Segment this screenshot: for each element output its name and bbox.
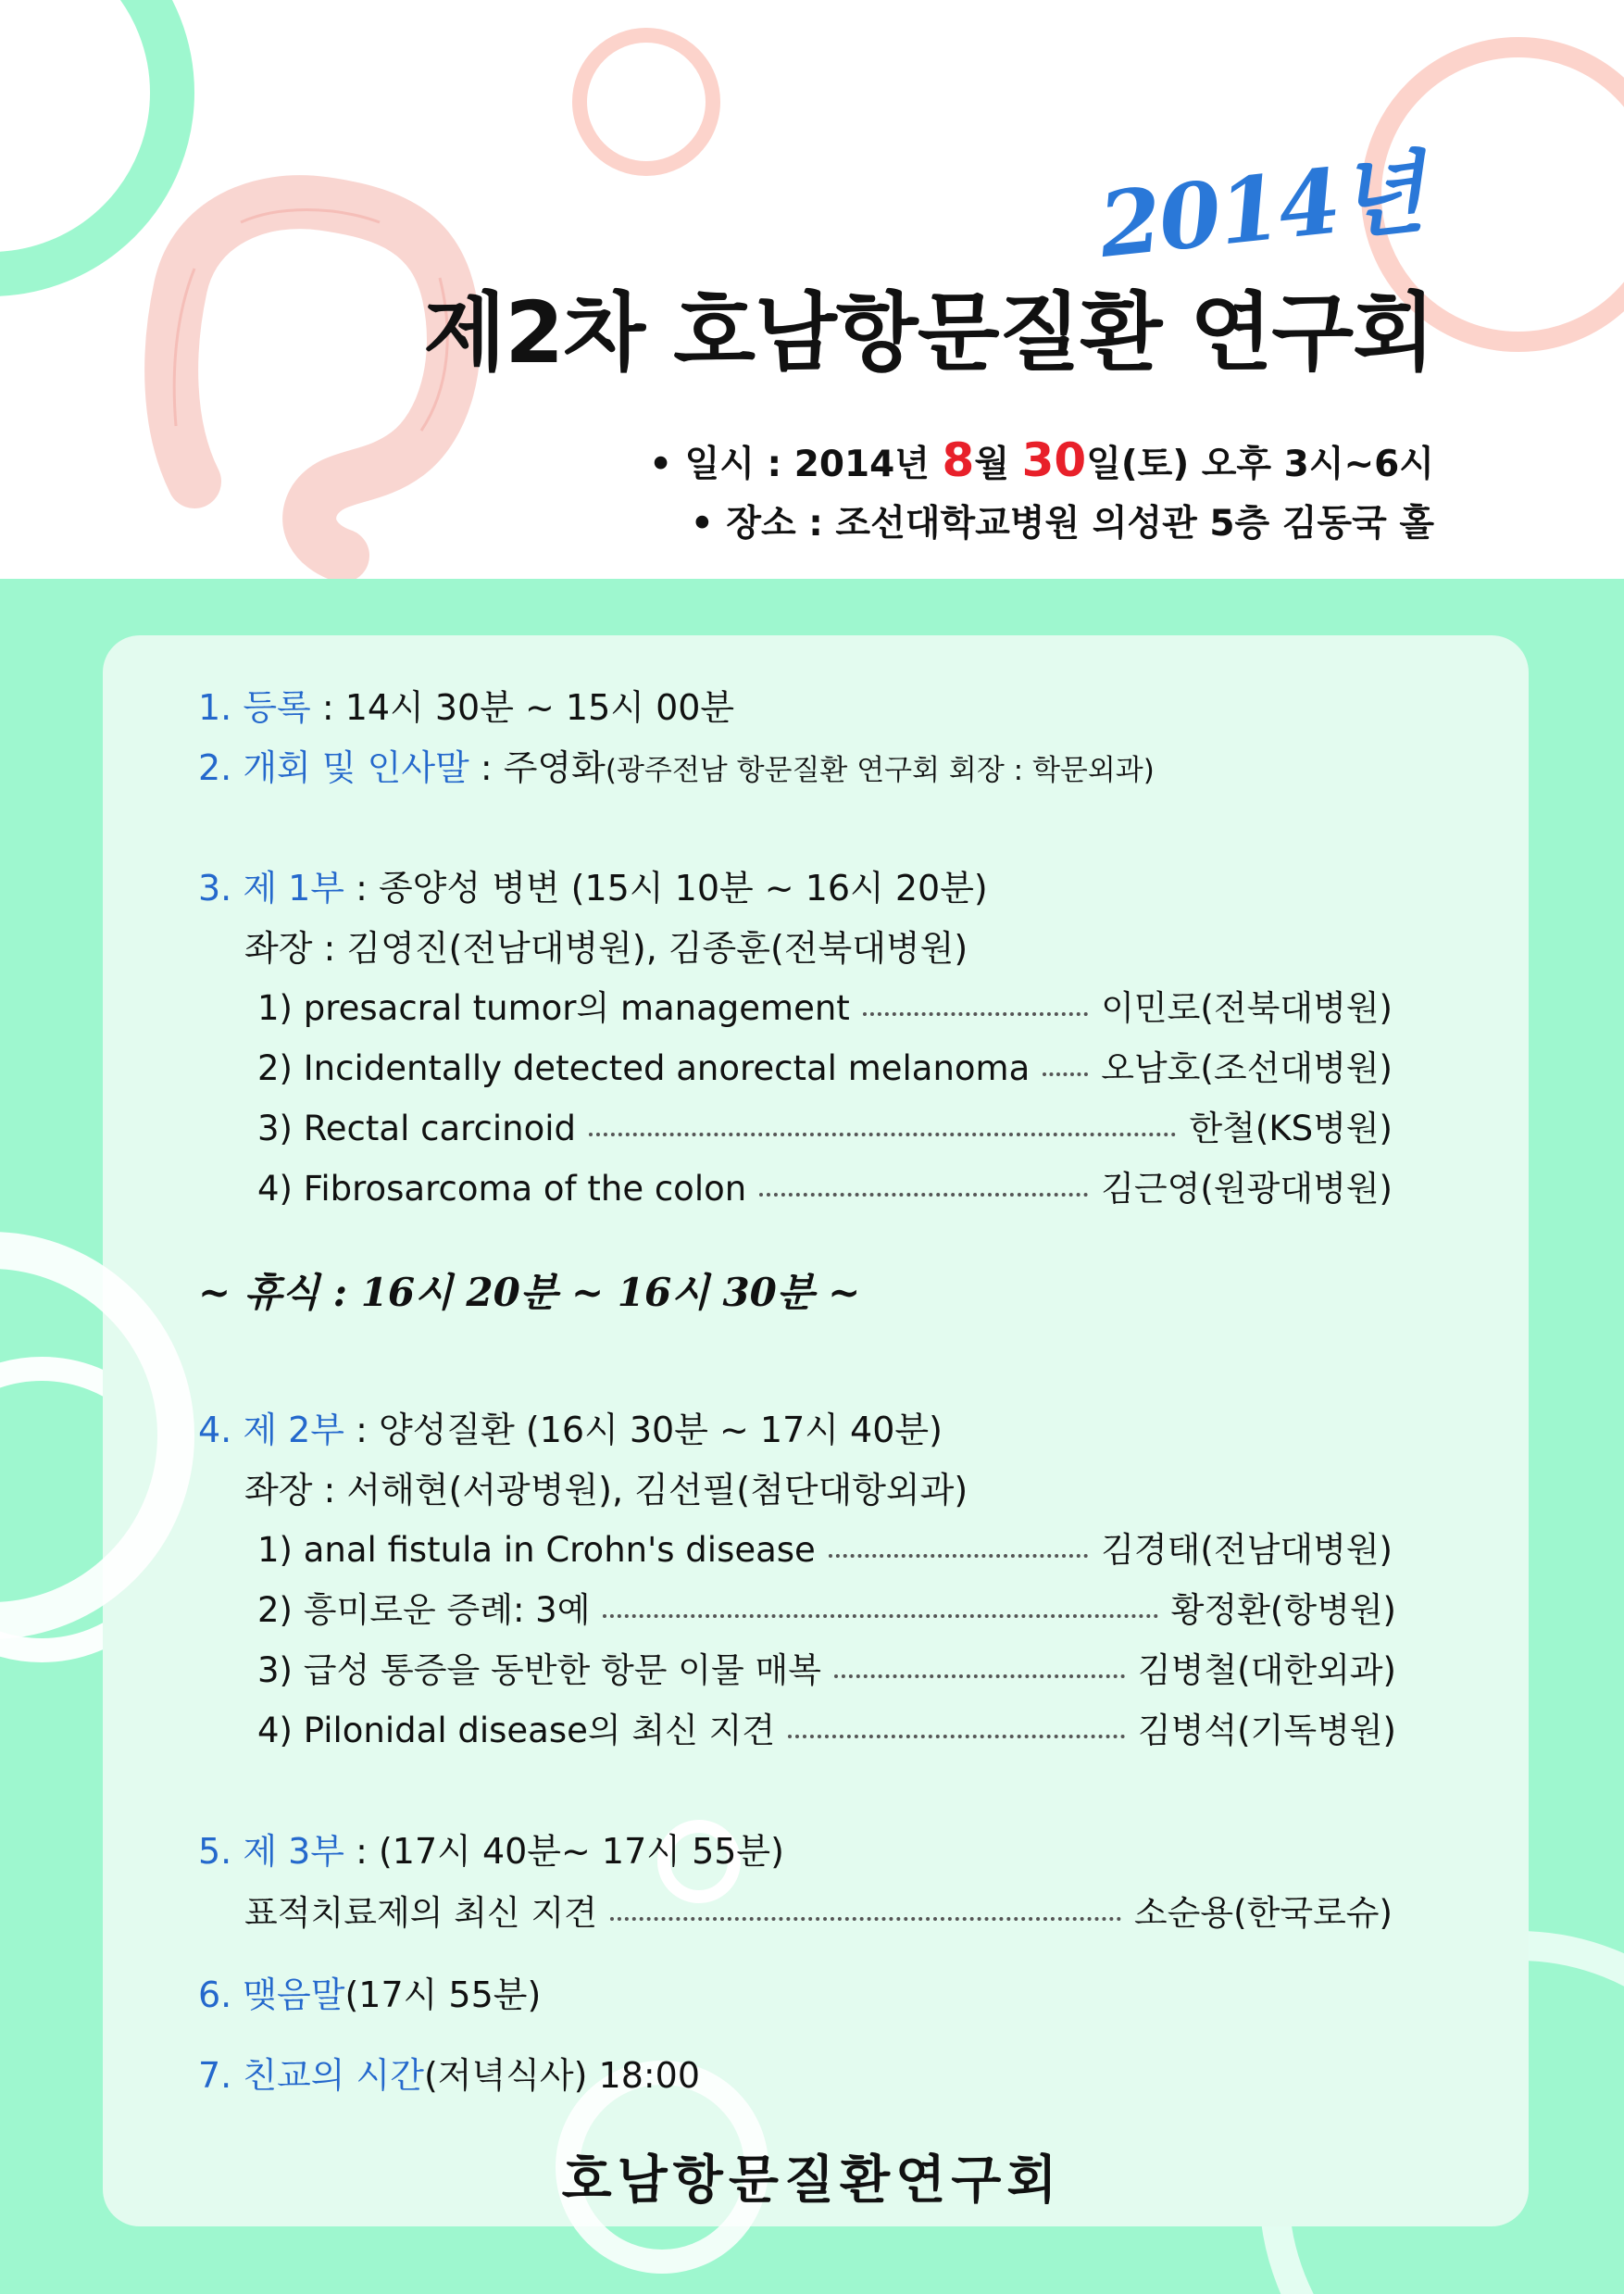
program-item-closing: 6. 맺음말(17시 55분) bbox=[198, 1974, 542, 2015]
session1-talk-2: 2) Incidentally detected anorectal melanoma 오남호(조선대병원) bbox=[257, 1048, 1393, 1088]
session1-talk-1: 1) presacral tumor의 management 이민로(전북대병원) bbox=[257, 988, 1393, 1028]
program-item-opening: 2. 개회 및 인사말 : 주영화(광주전남 항문질환 연구회 회장 : 학문외과) bbox=[198, 747, 1155, 788]
session2-talk-1: 1) anal fistula in Crohn's disease 김경태(전남대병원) bbox=[257, 1530, 1393, 1570]
session1-talk-3: 3) Rectal carcinoid 한철(KS병원) bbox=[257, 1109, 1393, 1148]
header bbox=[0, 0, 1624, 579]
session3-heading: 5. 제 3부 : (17시 40분~ 17시 55분) bbox=[198, 1831, 784, 1872]
session2-talk-3: 3) 급성 통증을 동반한 항문 이물 매복 김병철(대한외과) bbox=[257, 1650, 1396, 1690]
session2-chair: 좌장 : 서해현(서광병원), 김선필(첨단대항외과) bbox=[244, 1470, 968, 1511]
session1-talk-4: 4) Fibrosarcoma of the colon 김근영(원광대병원) bbox=[257, 1169, 1393, 1209]
session1-chair: 좌장 : 김영진(전남대병원), 김종훈(전북대병원) bbox=[244, 928, 968, 969]
program-item-dinner: 7. 친교의 시간(저녁식사) 18:00 bbox=[198, 2055, 701, 2096]
session2-heading: 4. 제 2부 : 양성질환 (16시 30분 ~ 17시 40분) bbox=[198, 1410, 943, 1450]
program-item-registration: 1. 등록 : 14시 30분 ~ 15시 00분 bbox=[198, 687, 735, 728]
decorative-ring-icon bbox=[572, 28, 720, 176]
page-title: 제2차 호남항문질환 연구회 bbox=[423, 283, 1434, 382]
session1-heading: 3. 제 1부 : 종양성 병변 (15시 10분 ~ 16시 20분) bbox=[198, 868, 988, 909]
event-place: • 장소 : 조선대학교병원 의성관 5층 김동국 홀 bbox=[690, 503, 1434, 545]
year-label: 2014년 bbox=[1093, 139, 1428, 278]
event-date: • 일시 : 2014년 8월 30일(토) 오후 3시~6시 bbox=[649, 433, 1434, 487]
session2-talk-4: 4) Pilonidal disease의 최신 지견 김병석(기독병원) bbox=[257, 1711, 1396, 1750]
organizer-name: 호남항문질환연구회 bbox=[561, 2150, 1063, 2211]
break-label: ~ 휴식 : 16시 20분 ~ 16시 30분 ~ bbox=[198, 1270, 861, 1315]
session2-talk-2: 2) 흥미로운 증례: 3예 황정환(항병원) bbox=[257, 1590, 1396, 1630]
session3-talk: 표적치료제의 최신 지견 소순용(한국로슈) bbox=[244, 1893, 1393, 1933]
